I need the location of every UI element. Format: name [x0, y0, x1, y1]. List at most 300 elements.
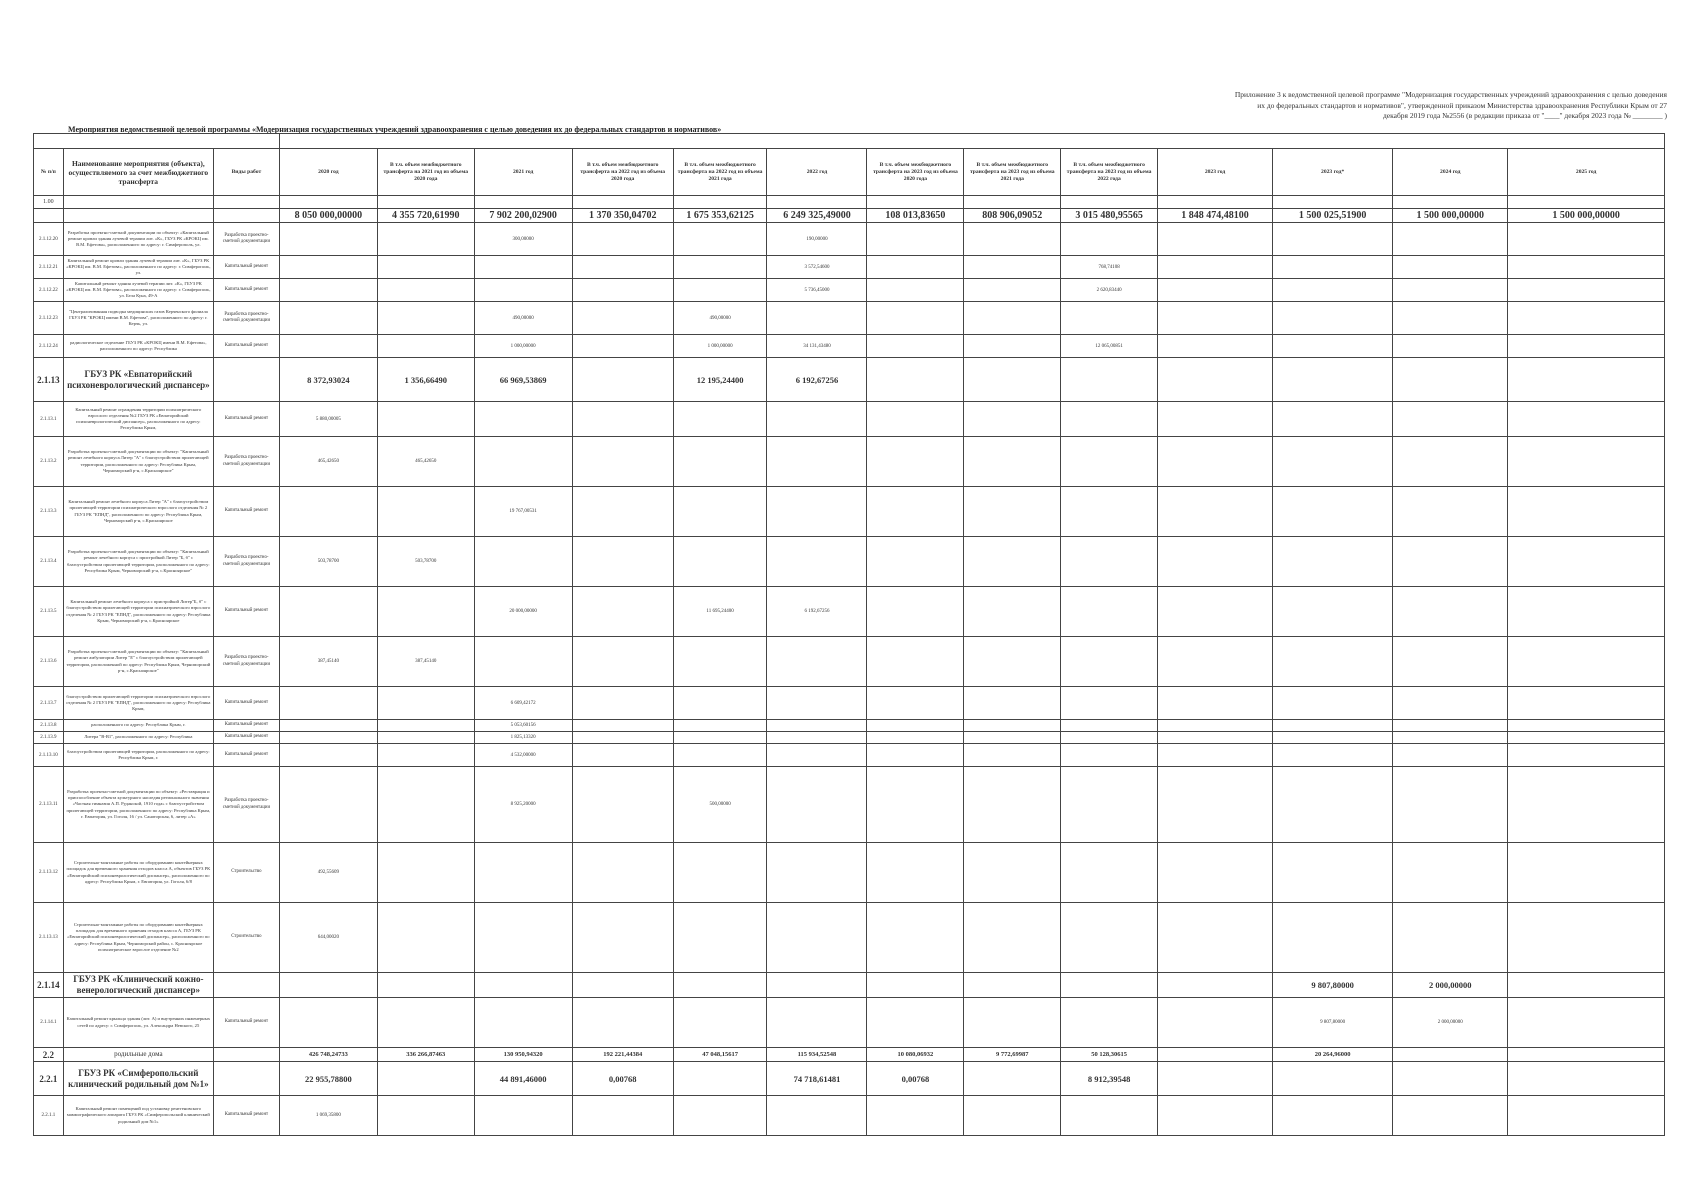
row-value [1061, 732, 1158, 744]
row-value [1273, 358, 1393, 402]
row-value [377, 744, 474, 767]
row-value [1061, 903, 1158, 973]
row-value [1393, 358, 1508, 402]
row-value [673, 744, 767, 767]
row-value: 8 372,93024 [279, 358, 377, 402]
total-value: 808 906,09052 [964, 209, 1061, 223]
row-value [474, 973, 572, 998]
row-work-type: Разработка проектно-сметной документации [213, 537, 279, 587]
row-work-type: Капитальный ремонт [213, 487, 279, 537]
row-name: Капитальный ремонт лечебного корпуса Литер "А" с благоустройством прилегающей территории психиатрического взрослого отделения № 2 ГБУЗ РК "ЕПНД", расположенного по адресу: Республика Крым, Черноморский р-н, с.Красноярское [63, 487, 213, 537]
row-value: 22 955,78800 [279, 1062, 377, 1096]
row-value: 490,00000 [673, 302, 767, 335]
row-value [767, 537, 867, 587]
row-work-type [213, 1062, 279, 1096]
row-value [1508, 223, 1665, 256]
row-value [673, 903, 767, 973]
row-value [1393, 487, 1508, 537]
row-value [1508, 358, 1665, 402]
empty-cell [673, 196, 767, 209]
empty-cell [213, 196, 279, 209]
row-value [572, 843, 673, 903]
row-work-type: Капитальный ремонт [213, 998, 279, 1048]
row-value [377, 903, 474, 973]
row-name: Разработка проектно-сметной документации по объекту: «Капитальный ремонт кровли здания лучевой терапии лит. «К», ГБУЗ РК «КРОКЦ им. В.М. Ефетова», расположенного по адресу: г. Симферополь, ул. [63, 223, 213, 256]
row-value: 1 000,00000 [474, 335, 572, 358]
row-name: радиологическое отделение ГБУЗ РК «КРОКЦ имени В.М. Ефетова», расположенного по адресу: Республика [63, 335, 213, 358]
row-value [1508, 1062, 1665, 1096]
column-header: 2023 год [1158, 149, 1273, 196]
row-value [1061, 1096, 1158, 1136]
row-value [1393, 335, 1508, 358]
row-value [1508, 973, 1665, 998]
row-value [1158, 358, 1273, 402]
row-value: 130 950,94320 [474, 1048, 572, 1062]
row-value [673, 843, 767, 903]
row-value [767, 302, 867, 335]
row-value [1393, 279, 1508, 302]
appendix-line-3: декабря 2019 года №2556 (в редакции приказа от "____" декабря 2023 года № ________ ) [1382, 111, 1667, 120]
total-value: 1 848 474,48100 [1158, 209, 1273, 223]
row-value [279, 279, 377, 302]
row-value [1061, 687, 1158, 720]
empty-cell [1061, 196, 1158, 209]
row-value [767, 767, 867, 843]
row-value [867, 732, 964, 744]
row-value [1158, 223, 1273, 256]
row-work-type: Разработка проектно-сметной документации [213, 767, 279, 843]
row-value [572, 973, 673, 998]
row-value [279, 302, 377, 335]
row-value [572, 687, 673, 720]
row-work-type: Капитальный ремонт [213, 335, 279, 358]
row-name: Капитальный ремонт здания лучевой терапии лит. «К», ГБУЗ РК «КРОКЦ им. В.М. Ефетова», расположенного по адресу: г. Симферополь, ул. Бела Куна, 49-А [63, 279, 213, 302]
row-value [1508, 732, 1665, 744]
row-number: 2.1.12.23 [34, 302, 64, 335]
group-row [34, 358, 1665, 402]
row-value [964, 587, 1061, 637]
row-value: 1 825,13320 [474, 732, 572, 744]
row-value: 5 880,00005 [279, 402, 377, 437]
row-value: 4 532,00000 [474, 744, 572, 767]
total-value: 1 370 350,04702 [572, 209, 673, 223]
row-value [572, 537, 673, 587]
row-value [377, 402, 474, 437]
row-value [1508, 487, 1665, 537]
row-name: Разработка проектно-сметной документации по объекту: "Капитальный ремонт лечебного корпуса с пристройкой Литер "Б, б" с благоустройством прилегающей территории, расположенного по адресу: Республика Крым, Черноморский р-н, с.Красноярское" [63, 537, 213, 587]
row-value: 50 128,30615 [1061, 1048, 1158, 1062]
row-value [377, 302, 474, 335]
row-value [673, 998, 767, 1048]
row-value: 47 048,15617 [673, 1048, 767, 1062]
row-value [767, 903, 867, 973]
row-value: 492,55609 [279, 843, 377, 903]
row-value [867, 767, 964, 843]
row-value [1393, 437, 1508, 487]
table-row [34, 744, 1665, 767]
row-value [1158, 998, 1273, 1048]
row-value [964, 1096, 1061, 1136]
row-value: 6 192,67256 [767, 358, 867, 402]
label-row [34, 196, 1665, 209]
row-value [1061, 302, 1158, 335]
total-value: 1 500 000,00000 [1508, 209, 1665, 223]
table-row [34, 302, 1665, 335]
row-value [572, 437, 673, 487]
column-header: В т.ч. объем межбюджетного трансферта на 2022 год из объема 2021 года [673, 149, 767, 196]
row-value [1393, 1048, 1508, 1062]
row-value: 0,00768 [867, 1062, 964, 1096]
row-work-type: Строительство [213, 903, 279, 973]
row-value [1393, 256, 1508, 279]
row-value [964, 402, 1061, 437]
row-value [964, 998, 1061, 1048]
row-value [377, 720, 474, 732]
row-name: благоустройством прилегающей территории психиатрического взрослого отделения № 2 ГБУЗ РК "ЕПНД", расположенного по адресу: Республика Крым, [63, 687, 213, 720]
row-value [1508, 903, 1665, 973]
row-value: 2 000,00000 [1393, 998, 1508, 1048]
total-value: 1 500 000,00000 [1393, 209, 1508, 223]
row-value [964, 732, 1061, 744]
row-value [673, 732, 767, 744]
row-value [377, 487, 474, 537]
row-value [1393, 537, 1508, 587]
row-value [1273, 223, 1393, 256]
column-header: 2024 год [1393, 149, 1508, 196]
row-work-type: Разработка проектно-сметной документации [213, 637, 279, 687]
program-table [33, 133, 1665, 1136]
row-value: 2 000,00000 [1393, 973, 1508, 998]
row-value [377, 1062, 474, 1096]
row-value [1273, 637, 1393, 687]
row-value: 19 767,00531 [474, 487, 572, 537]
column-header: В т.ч. объем межбюджетного трансферта на 2023 год из объема 2021 года [964, 149, 1061, 196]
row-value [964, 256, 1061, 279]
row-value [572, 223, 673, 256]
row-value [867, 223, 964, 256]
row-value [1061, 223, 1158, 256]
row-value [1061, 767, 1158, 843]
row-value [867, 720, 964, 732]
row-value [1508, 1096, 1665, 1136]
row-value: 644,00020 [279, 903, 377, 973]
row-value [377, 587, 474, 637]
column-header: 2021 год [474, 149, 572, 196]
row-name: Капитальный ремонт крыльца здания (лит. А) и внутренних инженерных сетей по адресу: г. Симферополь, ул. Александра Невского, 25 [63, 998, 213, 1048]
row-number: 2.1.13.11 [34, 767, 64, 843]
row-value [767, 437, 867, 487]
row-value [767, 732, 867, 744]
column-header: № п/п [34, 149, 64, 196]
row-number: 2.1.13.12 [34, 843, 64, 903]
row-value [867, 637, 964, 687]
row-work-type: Строительство [213, 843, 279, 903]
row-value: 192 221,44384 [572, 1048, 673, 1062]
row-value [964, 744, 1061, 767]
row-value: 6 192,67256 [767, 587, 867, 637]
row-value [673, 223, 767, 256]
row-value [1061, 998, 1158, 1048]
empty-cell [1158, 196, 1273, 209]
row-value [867, 998, 964, 1048]
row-value [474, 998, 572, 1048]
row-value [1158, 767, 1273, 843]
row-value [867, 843, 964, 903]
empty-cell [279, 196, 377, 209]
row-value [1158, 256, 1273, 279]
row-value [1158, 903, 1273, 973]
table-row [34, 1096, 1665, 1136]
row-value [1273, 843, 1393, 903]
row-value [474, 402, 572, 437]
row-value [1273, 903, 1393, 973]
row-value [964, 903, 1061, 973]
row-value [964, 720, 1061, 732]
row-value [572, 487, 673, 537]
row-value [767, 687, 867, 720]
row-number: 2.1.13.6 [34, 637, 64, 687]
row-value: 20 000,00000 [474, 587, 572, 637]
row-value [964, 437, 1061, 487]
table-row [34, 587, 1665, 637]
row-value [279, 256, 377, 279]
row-value [1273, 587, 1393, 637]
row-value [964, 302, 1061, 335]
row-name: Строительно-монтажные работы по оборудованию контейнерных площадок для временного хранения отходов класса А, ГБУЗ РК «Евпаторийский психоневрологический диспансер», расположенного по адресу: Республика Крым, Черноморский район, с. Красноярское психиатрическое взрослое отделение №2 [63, 903, 213, 973]
row-value: 1 356,66490 [377, 358, 474, 402]
row-value [377, 1096, 474, 1136]
row-value [1061, 487, 1158, 537]
row-value [279, 487, 377, 537]
total-value: 108 013,83650 [867, 209, 964, 223]
row-name: "Централизованная подводка медицинских газов Керченского филиала ГБУЗ РК "КРОКЦ имени В.М. Ефетова", расположенного по адресу: г. Керчь, ул. [63, 302, 213, 335]
row-value [673, 637, 767, 687]
column-header: 2020 год [279, 149, 377, 196]
row-value [279, 720, 377, 732]
row-value [1508, 437, 1665, 487]
row-value [1508, 302, 1665, 335]
row-value: 9 807,80000 [1273, 973, 1393, 998]
row-value [1158, 843, 1273, 903]
table-row [34, 279, 1665, 302]
row-value: 465,42650 [279, 437, 377, 487]
row-number: 2.1.12.20 [34, 223, 64, 256]
row-value [673, 537, 767, 587]
row-value [572, 335, 673, 358]
row-value [867, 279, 964, 302]
row-value [1393, 903, 1508, 973]
row-value [1061, 637, 1158, 687]
table-row [34, 256, 1665, 279]
empty-cell [964, 196, 1061, 209]
row-value: 3 572,54600 [767, 256, 867, 279]
row-value [673, 279, 767, 302]
row-value [279, 998, 377, 1048]
row-value [1273, 1062, 1393, 1096]
row-value [1158, 1062, 1273, 1096]
row-value [1393, 744, 1508, 767]
row-value [1158, 437, 1273, 487]
row-value [673, 720, 767, 732]
row-value [1273, 302, 1393, 335]
row-value [867, 358, 964, 402]
row-name: Разработка проектно-сметной документации по объекту: "Капитальный ремонт лечебного корпуса Литер "А" с благоустройством прилегающей территории, расположенного по адресу: Республика Крым, Черноморский р-н, с.Красноярское" [63, 437, 213, 487]
table-row [34, 732, 1665, 744]
column-header: Наименование мероприятия (объекта), осуществляемого за счет межбюджетного трансферта [63, 149, 213, 196]
column-header: В т.ч. объем межбюджетного трансферта на 2023 год из объема 2022 года [1061, 149, 1158, 196]
row-value [1158, 302, 1273, 335]
row-name: Капитальный ремонт кровли здания лучевой терапии лит. «К», ГБУЗ РК «КРОКЦ им. В.М. Ефетова», расположенного по адресу: г. Симферополь, ул. [63, 256, 213, 279]
row-value [673, 1096, 767, 1136]
row-work-type [213, 1048, 279, 1062]
row-value [1273, 335, 1393, 358]
empty-cell [63, 209, 213, 223]
row-value [1393, 637, 1508, 687]
row-value [767, 744, 867, 767]
row-value [867, 687, 964, 720]
table-row [34, 687, 1665, 720]
empty-cell [213, 209, 279, 223]
row-value [867, 402, 964, 437]
row-value [1508, 687, 1665, 720]
row-value [867, 487, 964, 537]
row-number: 2.1.14 [34, 973, 64, 998]
row-value [867, 587, 964, 637]
row-value [377, 973, 474, 998]
row-value: 503,78700 [377, 537, 474, 587]
row-value [1393, 732, 1508, 744]
table-row [34, 903, 1665, 973]
row-number: 2.1.13.3 [34, 487, 64, 537]
row-value [1061, 843, 1158, 903]
row-value: 336 266,87463 [377, 1048, 474, 1062]
row-value [1393, 223, 1508, 256]
document-title: Мероприятия ведомственной целевой программы «Модернизация государственных учреждений здравоохранения с целью доведения их до федеральных стандартов и нормативов» [68, 125, 722, 134]
row-name: родильные дома [63, 1048, 213, 1062]
row-value: 8 912,39548 [1061, 1062, 1158, 1096]
row-value [964, 279, 1061, 302]
row-value [1273, 767, 1393, 843]
row-value: 500,00000 [673, 767, 767, 843]
row-value: 66 969,53869 [474, 358, 572, 402]
row-value [767, 402, 867, 437]
row-value: 190,00000 [767, 223, 867, 256]
total-value: 4 355 720,61990 [377, 209, 474, 223]
row-value [474, 903, 572, 973]
row-value: 34 131,43480 [767, 335, 867, 358]
row-number: 2.1.13.8 [34, 720, 64, 732]
appendix-note [1147, 90, 1667, 122]
table-row [34, 637, 1665, 687]
row-value [474, 256, 572, 279]
table-row [34, 437, 1665, 487]
row-value: 503,78700 [279, 537, 377, 587]
row-value [1158, 487, 1273, 537]
row-value [1158, 537, 1273, 587]
totals-row [34, 209, 1665, 223]
row-value: 9 772,69987 [964, 1048, 1061, 1062]
row-value [377, 335, 474, 358]
row-name: ГБУЗ РК «Клинический кожно-венерологический диспансер» [63, 973, 213, 998]
column-header: 2023 год* [1273, 149, 1393, 196]
row-value [279, 335, 377, 358]
row-value [1508, 720, 1665, 732]
row-work-type: Капитальный ремонт [213, 744, 279, 767]
row-value [673, 687, 767, 720]
row-value [377, 256, 474, 279]
row-value [767, 998, 867, 1048]
row-value [1393, 587, 1508, 637]
row-value [964, 973, 1061, 998]
row-value [867, 437, 964, 487]
row-value [1393, 687, 1508, 720]
row-number: 2.1.13.2 [34, 437, 64, 487]
row-value [572, 256, 673, 279]
row-value [474, 637, 572, 687]
row-work-type [213, 973, 279, 998]
row-value [964, 358, 1061, 402]
row-number: 2.2.1 [34, 1062, 64, 1096]
row-number: 2.1.13.10 [34, 744, 64, 767]
row-work-type: Капитальный ремонт [213, 279, 279, 302]
row-value [867, 973, 964, 998]
table-row [34, 767, 1665, 843]
appendix-line-1: Приложение 3 к ведомственной целевой программе "Модернизация государственных учреждений здравоохранения с целью доведения [1234, 90, 1667, 99]
row-value [279, 732, 377, 744]
row-number: 2.1.13.1 [34, 402, 64, 437]
total-value: 3 015 480,95565 [1061, 209, 1158, 223]
row-value: 44 891,46000 [474, 1062, 572, 1096]
row-value [1508, 1048, 1665, 1062]
row-value [1061, 973, 1158, 998]
row-name: Капитальный ремонт помещений под установку рентгеновского маммографического аппарата ГБУЗ РК «Симферопольский клинический родильный дом №1» [63, 1096, 213, 1136]
row-value [1158, 732, 1273, 744]
row-value: 426 748,24733 [279, 1048, 377, 1062]
row-value [572, 587, 673, 637]
row-value [279, 587, 377, 637]
header-top-strip [34, 134, 1665, 149]
row-value [1273, 732, 1393, 744]
row-value [572, 767, 673, 843]
row-value [1273, 487, 1393, 537]
row-name: Строительно-монтажные работы по оборудованию контейнерных площадок для временного хранения отходов класса А, объектов ГБУЗ РК «Евпаторийский психоневрологический диспансер», расположенного по адресу: Республика Крым, г. Евпатория, ул. Гоголя, 6/8 [63, 843, 213, 903]
row-value [1273, 687, 1393, 720]
row-value: 1 069,35800 [279, 1096, 377, 1136]
row-name: Капитальный ремонт ограждения территории психиатрического взрослого отделения №2 ГБУЗ РК «Евпаторийский психоневрологический диспансер», расположенного по адресу: Республика Крым, [63, 402, 213, 437]
row-value [767, 843, 867, 903]
table-row [34, 402, 1665, 437]
row-value [767, 637, 867, 687]
row-value [867, 744, 964, 767]
row-value: 387,45140 [279, 637, 377, 687]
row-value [1393, 1096, 1508, 1136]
row-number: 2.1.13.9 [34, 732, 64, 744]
row-number: 2.1.13.7 [34, 687, 64, 720]
row-value [1158, 1048, 1273, 1062]
row-value [377, 732, 474, 744]
header-top-left [34, 134, 280, 149]
row-value [474, 843, 572, 903]
total-value: 1 500 025,51900 [1273, 209, 1393, 223]
row-value [279, 744, 377, 767]
row-value [279, 973, 377, 998]
row-name: Литера "В-В1", расположенного по адресу: Республика [63, 732, 213, 744]
row-value [964, 335, 1061, 358]
row-value [572, 637, 673, 687]
group-row [34, 1062, 1665, 1096]
row-value [474, 1096, 572, 1136]
row-value [1273, 744, 1393, 767]
